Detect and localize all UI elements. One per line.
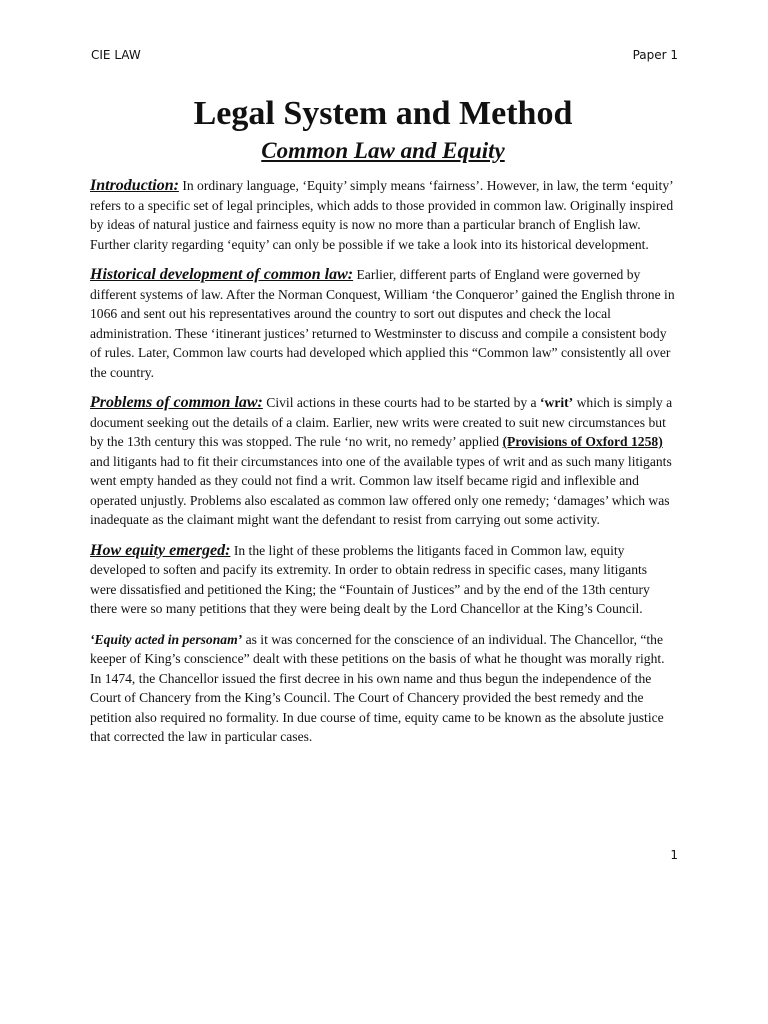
introduction-heading: Introduction: [90, 177, 179, 194]
introduction-paragraph [90, 176, 676, 254]
historical-text: Earlier, different parts of England were governed by different systems of law. After the Norman Conquest, William ‘the Conqueror’ gained the English throne in 1066 and sent out his representatives around the country to sort out disputes and check the local administration. These ‘itinerant justices’ returned to Westminster to discuss and compile a consistent body of rules. Later, Common law courts had developed which applied this “Common law” consistently all over the country. [90, 267, 675, 380]
problems-text-3: and litigants had to fit their circumstances into one of the available types of writ and as such many litigants went empty handed as they could not find a writ. Common law itself became rigid and inflexible and operated unjustly. Problems also escalated as common law offered only one remedy; ‘damages’ which was inadequate as the claimant might want the defendant to resist from carrying out some activity. [90, 453, 672, 527]
emerged-heading: How equity emerged: [90, 541, 231, 559]
writ-term: ‘writ’ [540, 395, 574, 410]
provisions-of-oxford-reference: (Provisions of Oxford 1258) [502, 434, 663, 449]
historical-paragraph [90, 265, 676, 382]
document-body [90, 92, 676, 758]
problems-paragraph [90, 393, 676, 530]
historical-heading: Historical development of common law: [90, 266, 354, 283]
emerged-text: In the light of these problems the litigants faced in Common law, equity developed to soften and pacify its extremity. In order to obtain redress in specific cases, many litigants were dissatisfied and petitioned the King; the “Fountain of Justices” and by the end of the 13th century there were so many petitions that they were being dealt by the Lord Chancellor at the King’s Council. [90, 542, 650, 616]
personam-lead: ‘Equity acted in personam’ [90, 631, 243, 647]
personam-text: as it was concerned for the conscience of an individual. The Chancellor, “the keeper of King’s conscience” dealt with these petitions on the basis of what he thought was morally right. In 1474, the Chancellor issued the first decree in his own name and thus begun the independence of the Court of Chancery from the King’s Council. The Court of Chancery provided the best remedy and the petition also required no formality. In due course of time, equity came to be known as the absolute justice that corrected the law in particular cases. [90, 631, 665, 744]
header-paper-label: Paper 1 [632, 48, 678, 62]
page-title: Legal System and Method [193, 95, 573, 132]
page-number: 1 [670, 848, 678, 862]
personam-paragraph [90, 630, 676, 747]
introduction-text: In ordinary language, ‘Equity’ simply means ‘fairness’. However, in law, the term ‘equity’ refers to a specific set of legal principles, which adds to those provided in common law. Originally inspired by ideas of natural justice and fairness equity is now no more than a particular branch of English law. Further clarity regarding ‘equity’ can only be possible if we take a look into its historical development. [90, 178, 674, 252]
header-course-label: CIE LAW [91, 48, 141, 62]
problems-text-1: Civil actions in these courts had to be started by a [262, 395, 540, 410]
problems-text-2: which is simply a document seeking out the details of a claim. Earlier, new writs were created to suit new circumstances but by the 13th century this was stopped. The rule ‘no writ, no remedy’ applied [90, 395, 673, 449]
emerged-paragraph [90, 541, 676, 619]
page-subtitle: Common Law and Equity [261, 138, 505, 163]
problems-heading: Problems of common law: [90, 394, 263, 411]
